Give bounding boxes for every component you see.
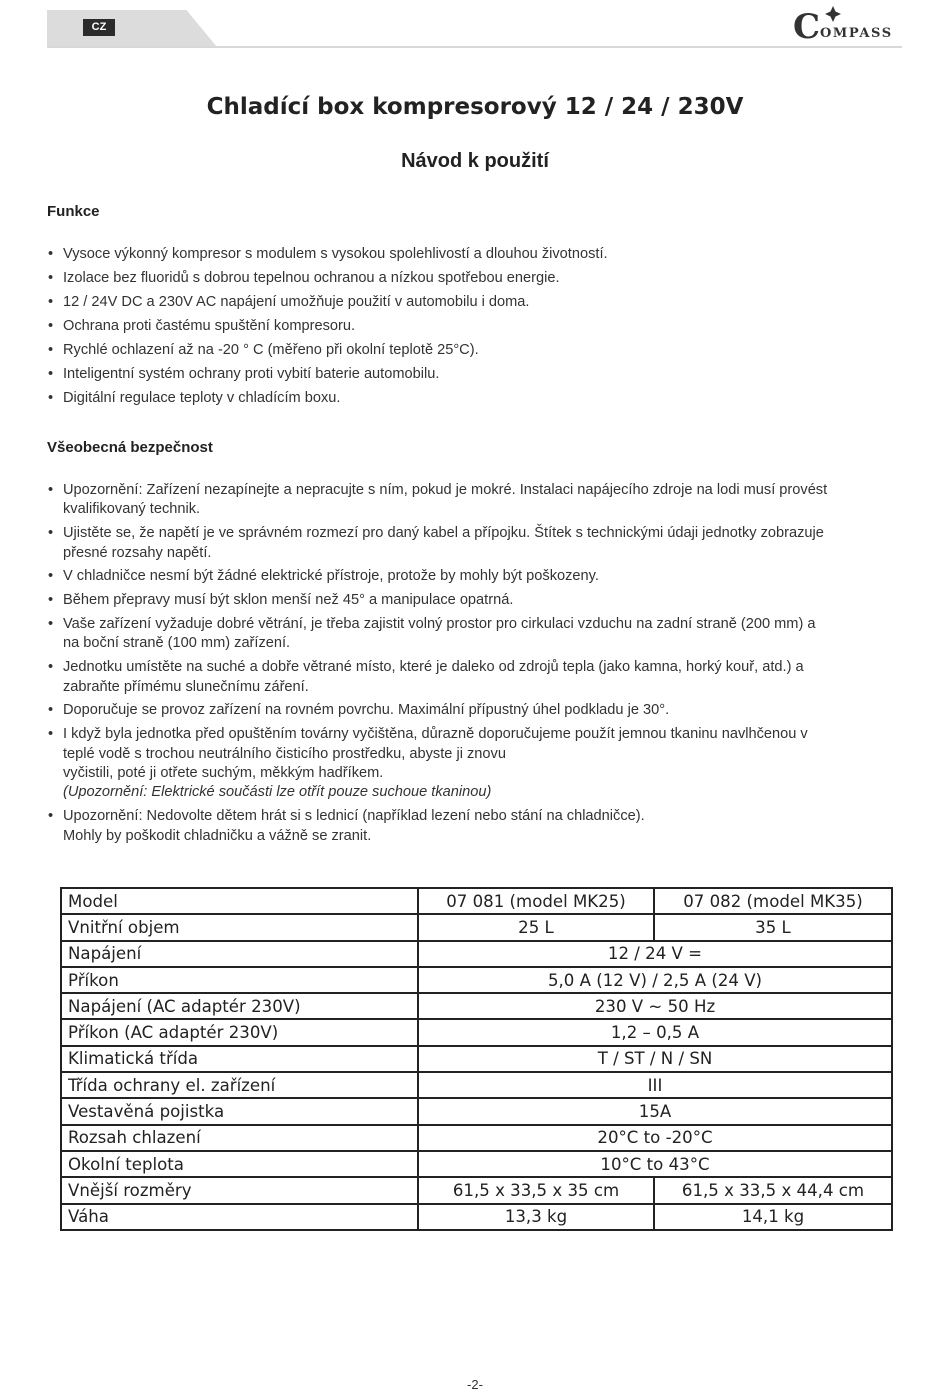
table-row: [61, 1072, 892, 1098]
safety-item-line: vyčistili, poté ji otřete suchým, měkkým hadříkem.: [63, 765, 384, 782]
safety-item-line: • Doporučuje se provoz zařízení na rovném povrchu. Maximální přípustný úhel podkladu je 30°.: [63, 702, 670, 719]
table-row: [61, 1125, 892, 1151]
spec-label-cell: Vnější rozměry: [61, 1177, 418, 1203]
safety-item-line: • Upozornění: Nedovolte dětem hrát si s lednicí (například lezení nebo stání na chladničce).: [63, 808, 645, 825]
spec-label-cell: Příkon: [61, 967, 418, 993]
document-subtitle: Návod k použití: [401, 150, 549, 172]
logo-text: OMPASS: [820, 26, 893, 41]
table-row: [61, 1204, 892, 1230]
logo-letter: C: [793, 7, 821, 42]
table-row: [61, 1046, 892, 1072]
feature-item: • Ochrana proti častému spuštění kompresoru.: [47, 317, 907, 336]
spec-label-cell: Okolní teplota: [61, 1151, 418, 1177]
feature-item: • 12 / 24V DC a 230V AC napájení umožňuje použití v automobilu i doma.: [47, 293, 907, 312]
feature-item: • Rychlé ochlazení až na -20 ° C (měřeno při okolní teplotě 25°C).: [47, 341, 907, 360]
spec-label-cell: Napájení: [61, 941, 418, 967]
spec-value-cell: 07 081 (model MK25): [418, 888, 654, 914]
feature-item: • Digitální regulace teploty v chladícím boxu.: [47, 389, 907, 408]
document-title: Chladící box kompresorový 12 / 24 / 230V: [206, 94, 744, 120]
table-row: [61, 1098, 892, 1124]
spec-value-cell: 230 V ~ 50 Hz: [418, 993, 892, 1019]
table-row: [61, 1151, 892, 1177]
spec-label-cell: Rozsah chlazení: [61, 1125, 418, 1151]
spec-value-cell: 61,5 x 33,5 x 44,4 cm: [654, 1177, 892, 1203]
compass-logo: [793, 4, 905, 42]
header-rule: [47, 46, 902, 48]
spec-value-cell: 5,0 A (12 V) / 2,5 A (24 V): [418, 967, 892, 993]
safety-heading: Všeobecná bezpečnost: [47, 439, 213, 456]
safety-item-line: • Ujistěte se, že napětí je ve správném rozmezí pro daný kabel a přípojku. Štítek s technickými údaji jednotky zobrazuje: [63, 525, 824, 542]
language-tag: CZ: [83, 19, 115, 36]
spec-label-cell: Vnitřní objem: [61, 914, 418, 940]
spec-value-cell: 35 L: [654, 914, 892, 940]
safety-item: [47, 615, 907, 654]
spec-label-cell: Napájení (AC adaptér 230V): [61, 993, 418, 1019]
specs-table: [60, 887, 893, 1231]
safety-item: [47, 524, 907, 563]
features-list: [47, 245, 907, 413]
safety-item: [47, 701, 907, 720]
safety-item-line: • I když byla jednotka před opuštěním továrny vyčištěna, důrazně doporučujeme použít jemnou tkaninu navlhčenou v: [63, 726, 808, 743]
safety-item-line: na boční straně (100 mm) zařízení.: [63, 635, 291, 652]
safety-item-line: přesné rozsahy napětí.: [63, 544, 212, 561]
spec-value-cell: 14,1 kg: [654, 1204, 892, 1230]
spec-value-cell: III: [418, 1072, 892, 1098]
safety-item: [47, 591, 907, 610]
spec-value-cell: 25 L: [418, 914, 654, 940]
features-heading: Funkce: [47, 203, 100, 220]
spec-value-cell: 07 082 (model MK35): [654, 888, 892, 914]
spec-value-cell: 15A: [418, 1098, 892, 1124]
header-bar: [47, 10, 217, 47]
spec-label-cell: Model: [61, 888, 418, 914]
safety-item: [47, 567, 907, 586]
spec-value-cell: T / ST / N / SN: [418, 1046, 892, 1072]
table-row: [61, 993, 892, 1019]
safety-item: [47, 807, 907, 846]
spec-label-cell: Třída ochrany el. zařízení: [61, 1072, 418, 1098]
page-number: -2-: [467, 1377, 483, 1392]
spec-value-cell: 61,5 x 33,5 x 35 cm: [418, 1177, 654, 1203]
table-row: [61, 1177, 892, 1203]
safety-item-line: kvalifikovaný technik.: [63, 501, 201, 518]
spec-label-cell: Váha: [61, 1204, 418, 1230]
feature-item: • Inteligentní systém ochrany proti vybití baterie automobilu.: [47, 365, 907, 384]
safety-item-line: • Upozornění: Zařízení nezapínejte a nepracujte s ním, pokud je mokré. Instalaci napájecího zdroje na lodi musí provést: [63, 482, 828, 498]
safety-item-line: • Jednotku umístěte na suché a dobře větrané místo, které je daleko od zdrojů tepla (jako kamna, horký kouř, atd.) a: [63, 659, 804, 676]
table-row: [61, 941, 892, 967]
safety-note: (Upozornění: Elektrické součásti lze otřít pouze suchoue tkaninou): [63, 784, 492, 801]
safety-item: [47, 725, 907, 803]
spec-label-cell: Příkon (AC adaptér 230V): [61, 1019, 418, 1045]
spec-value-cell: 20°C to -20°C: [418, 1125, 892, 1151]
safety-item-line: • Vaše zařízení vyžaduje dobré větrání, je třeba zajistit volný prostor pro cirkulaci vzduchu na zadní straně (200 mm) a: [63, 616, 816, 632]
safety-item-line: • Během přepravy musí být sklon menší než 45° a manipulace opatrná.: [63, 592, 514, 609]
spec-value-cell: 12 / 24 V =: [418, 941, 892, 967]
feature-item: • Vysoce výkonný kompresor s modulem s vysokou spolehlivostí a dlouhou životností.: [47, 245, 907, 264]
table-row: [61, 1019, 892, 1045]
spec-value-cell: 13,3 kg: [418, 1204, 654, 1230]
safety-item-line: zabraňte přímému slunečnímu záření.: [63, 678, 309, 695]
safety-item-line: Mohly by poškodit chladničku a vážně se zranit.: [63, 827, 372, 844]
safety-item: [47, 658, 907, 697]
safety-item-line: teplé vodě s trochou neutrálního čisticího prostředku, abyste ji znovu: [63, 745, 506, 762]
spec-label-cell: Klimatická třída: [61, 1046, 418, 1072]
feature-item: • Izolace bez fluoridů s dobrou tepelnou ochranou a nízkou spotřebou energie.: [47, 269, 907, 288]
table-row: [61, 967, 892, 993]
table-row: [61, 888, 892, 914]
spec-label-cell: Vestavěná pojistka: [61, 1098, 418, 1124]
spec-value-cell: 1,2 – 0,5 A: [418, 1019, 892, 1045]
safety-list: [47, 481, 907, 850]
safety-item-line: • V chladničce nesmí být žádné elektrické přístroje, protože by mohly být poškozeny.: [63, 568, 599, 585]
safety-item: [47, 481, 907, 520]
table-row: [61, 914, 892, 940]
spec-value-cell: 10°C to 43°C: [418, 1151, 892, 1177]
